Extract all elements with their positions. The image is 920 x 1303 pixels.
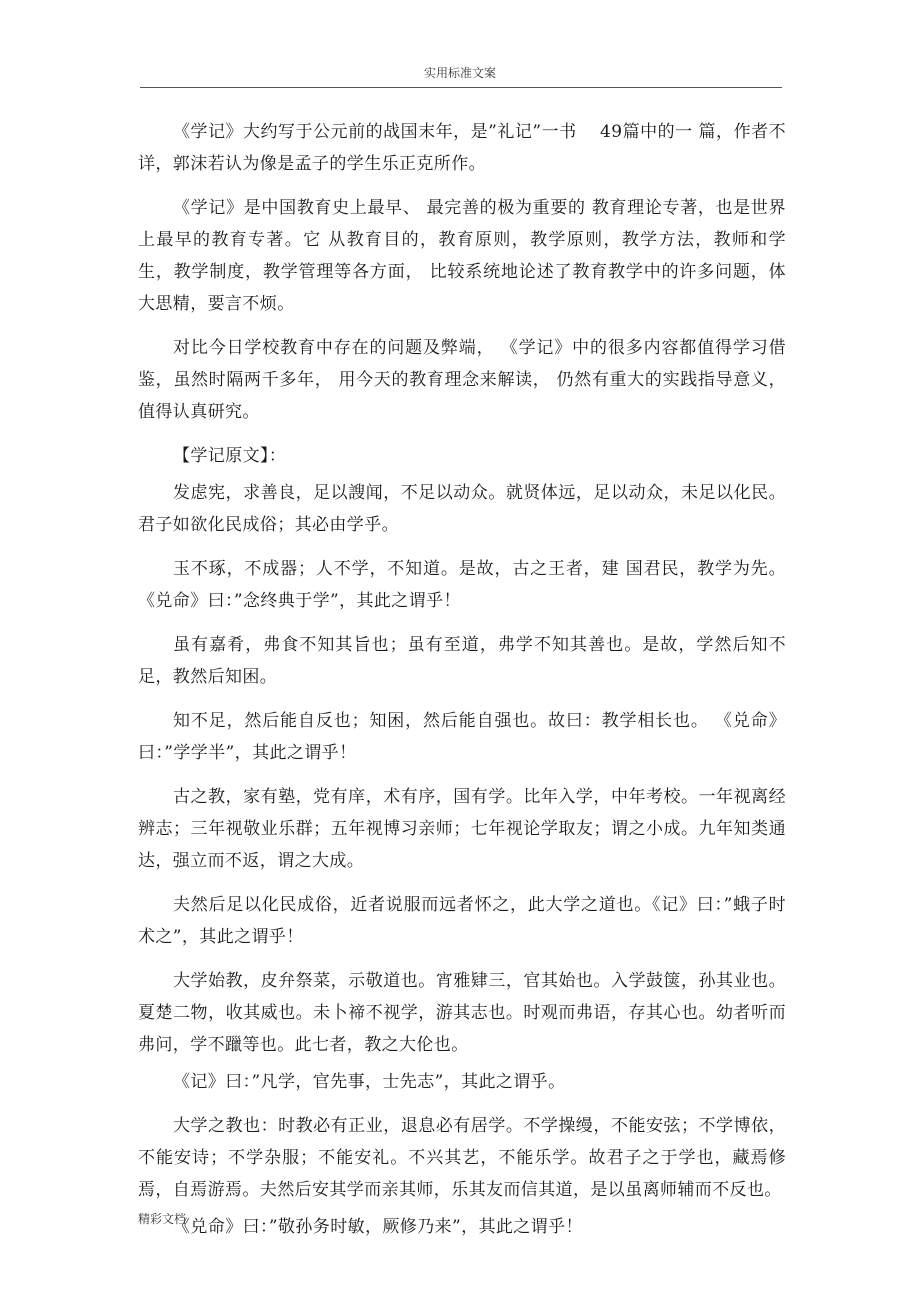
paragraph-text: 发虑宪，求善良，足以謏闻，不足以动众。就贤体远，足以动众，未足以化民。君子如欲化民成俗；其必由学乎。 [138, 483, 786, 535]
paragraph-significance: 《学记》是中国教育史上最早、 最完善的极为重要的 教育理论专著，也是世界上最早的教育专著。它 从教育目的，教育原则，教学原则，教学方法，教师和学生，教学制度，教学管理等各方面， 比较系统地论述了教育教学中的许多问题，体大思精，要言不烦。 [138, 198, 786, 314]
paragraph-text: 《兑命》曰：”敬孙务时敏，厥修乃来”，其此之谓乎！ [173, 1217, 583, 1237]
paragraph-text: 《记》曰：”凡学，官先事，士先志”，其此之谓乎。 [173, 1072, 566, 1092]
paragraph-text: 知不足，然后能自反也；知困，然后能自强也。故曰：教学相长也。 《兑命》曰：”学学半”，其此之谓乎！ [138, 711, 786, 763]
section-heading: 【学记原文】： [173, 446, 287, 466]
page-header: 实用标准文案 [423, 66, 496, 80]
paragraph-text: 虽有嘉肴，弗食不知其旨也；虽有至道，弗学不知其善也。是故，学然后知不足，教然后知困。 [138, 635, 786, 687]
paragraph-intro: 《学记》大约写于公元前的战国末年，是”礼记”一书 49篇中的一 篇，作者不详，郭沫若认为像是孟子的学生乐正克所作。 [138, 122, 786, 174]
document-body [138, 116, 786, 1255]
paragraph-text: 大学始教，皮弁祭菜，示敬道也。宵雅肄三，官其始也。入学鼓箧，孙其业也。夏楚二物，收其威也。未卜禘不视学，游其志也。时观而弗语，存其心也。幼者听而弗问，学不躐等也。此七者，教之大伦也。 [138, 971, 786, 1055]
page-footer: 精彩文档 [138, 1212, 187, 1226]
header-divider [140, 87, 782, 88]
paragraph-text: 大学之教也：时教必有正业，退息必有居学。不学操缦，不能安弦；不学博依，不能安诗；不学杂服；不能安礼。不兴其艺，不能乐学。故君子之于学也，藏焉修焉，自焉游焉。夫然后安其学而亲其师，乐其友而信其道，是以虽离师辅而不反也。 [138, 1116, 786, 1200]
paragraph-text: 夫然后足以化民成俗，近者说服而远者怀之，此大学之道也。《记》曰：”蛾子时术之”，其此之谓乎！ [138, 895, 786, 947]
paragraph-relevance: 对比今日学校教育中存在的问题及弊端， 《学记》中的很多内容都值得学习借鉴，虽然时隔两千多年， 用今天的教育理念来解读， 仍然有重大的实践指导意义，值得认真研究。 [138, 338, 786, 422]
paragraph-text: 古之教，家有塾，党有庠，术有序，国有学。比年入学，中年考校。一年视离经辨志；三年视敬业乐群；五年视博习亲师；七年视论学取友；谓之小成。九年知类通达，强立而不返，谓之大成。 [138, 787, 786, 871]
paragraph-text: 玉不琢，不成器；人不学，不知道。是故，古之王者，建 国君民，教学为先。《兑命》曰：”念终典于学”，其此之谓乎！ [138, 559, 786, 611]
